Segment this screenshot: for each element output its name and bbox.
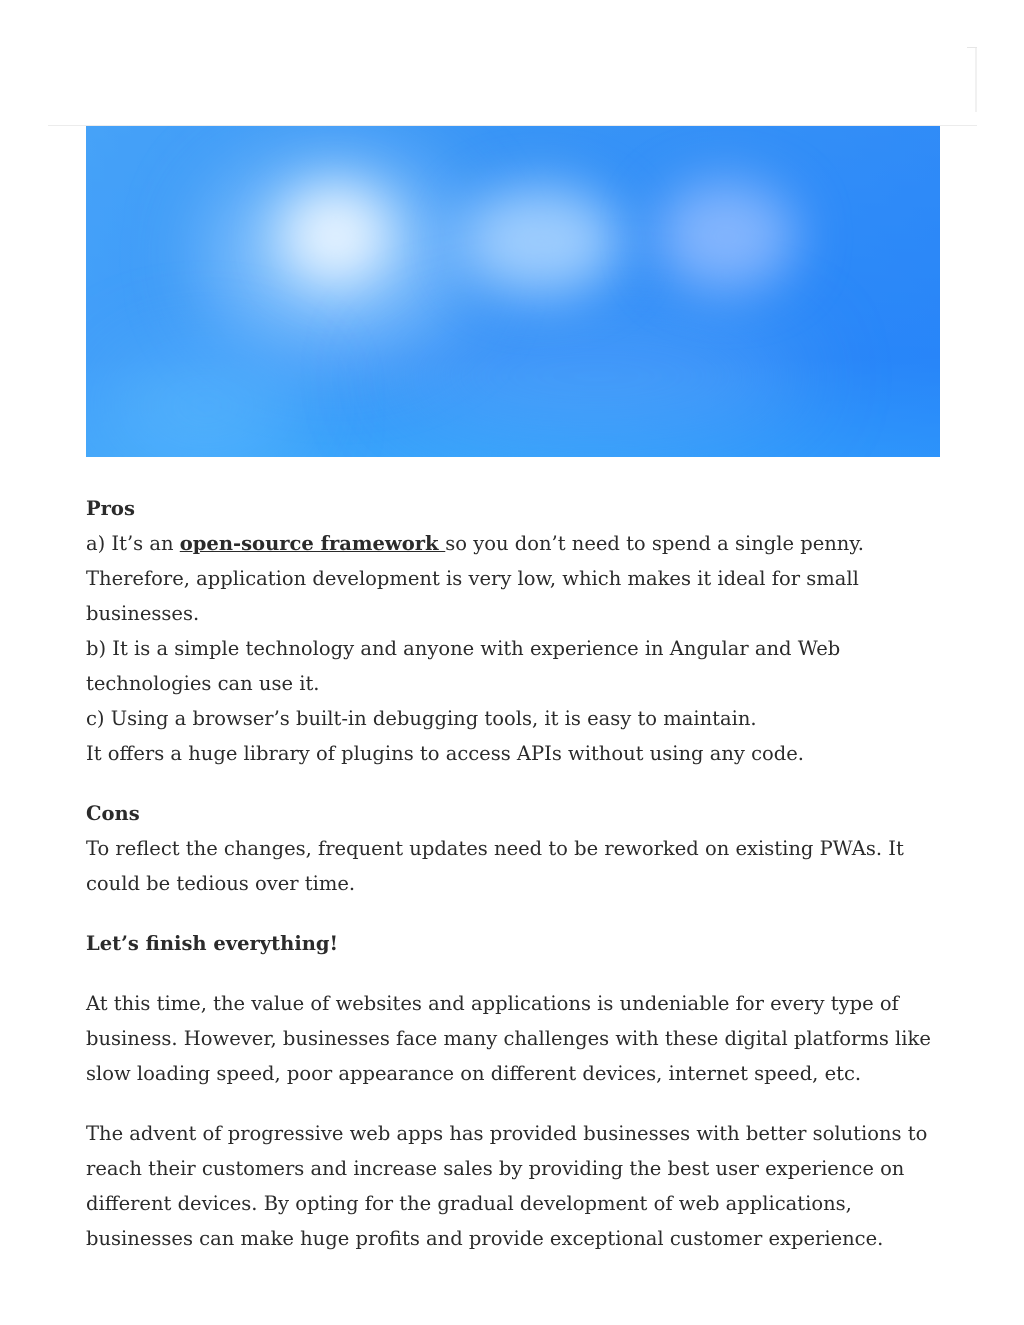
pros-item-a [86,526,946,631]
hero-image [86,126,940,457]
hero-glow [386,316,806,436]
open-source-framework-link[interactable]: open-source framework [179,532,446,555]
pros-item-d: It offers a huge library of plugins to access APIs without using any code. [86,742,805,765]
conclusion-paragraph-1: At this time, the value of websites and applications is undeniable for every type of business. However, businesses face many challenges with these digital platforms like slow loading speed, poor appearance on different devices, internet speed, etc. [86,992,931,1085]
site-header [48,0,977,126]
pros-item-a-start: a) It’s an [86,532,180,555]
hero-light-spot [656,181,796,291]
hero-light-spot [281,186,391,286]
paragraph-spacer [86,1091,946,1116]
pros-heading: Pros [86,497,135,520]
section-spacer [86,901,946,926]
paragraph-spacer [86,961,946,986]
hero-light-spot [461,186,621,296]
section-spacer [86,771,946,796]
article-body [86,491,946,1256]
cons-section [86,796,946,901]
conclusion-heading: Let’s finish everything! [86,932,339,955]
header-scroll-edge [975,48,977,112]
pros-item-a-end: so you don’t need to spend a single penny. Therefore, application development is very low, which makes it ideal for small businesses. [86,532,864,625]
pros-item-b: b) It is a simple technology and anyone with experience in Angular and Web technologies can use it. [86,637,841,695]
pros-section [86,491,946,771]
conclusion-section [86,926,946,1256]
hero-glow [106,346,306,457]
cons-heading: Cons [86,802,140,825]
cons-text: To reflect the changes, frequent updates need to be reworked on existing PWAs. It could be tedious over time. [86,837,904,895]
conclusion-paragraph-2: The advent of progressive web apps has provided businesses with better solutions to reach their customers and increase sales by providing the best user experience on different devices. By opting for the gradual development of web applications, businesses can make huge profits and provide exceptional customer experience. [86,1122,928,1250]
pros-item-c: c) Using a browser’s built-in debugging tools, it is easy to maintain. [86,707,757,730]
